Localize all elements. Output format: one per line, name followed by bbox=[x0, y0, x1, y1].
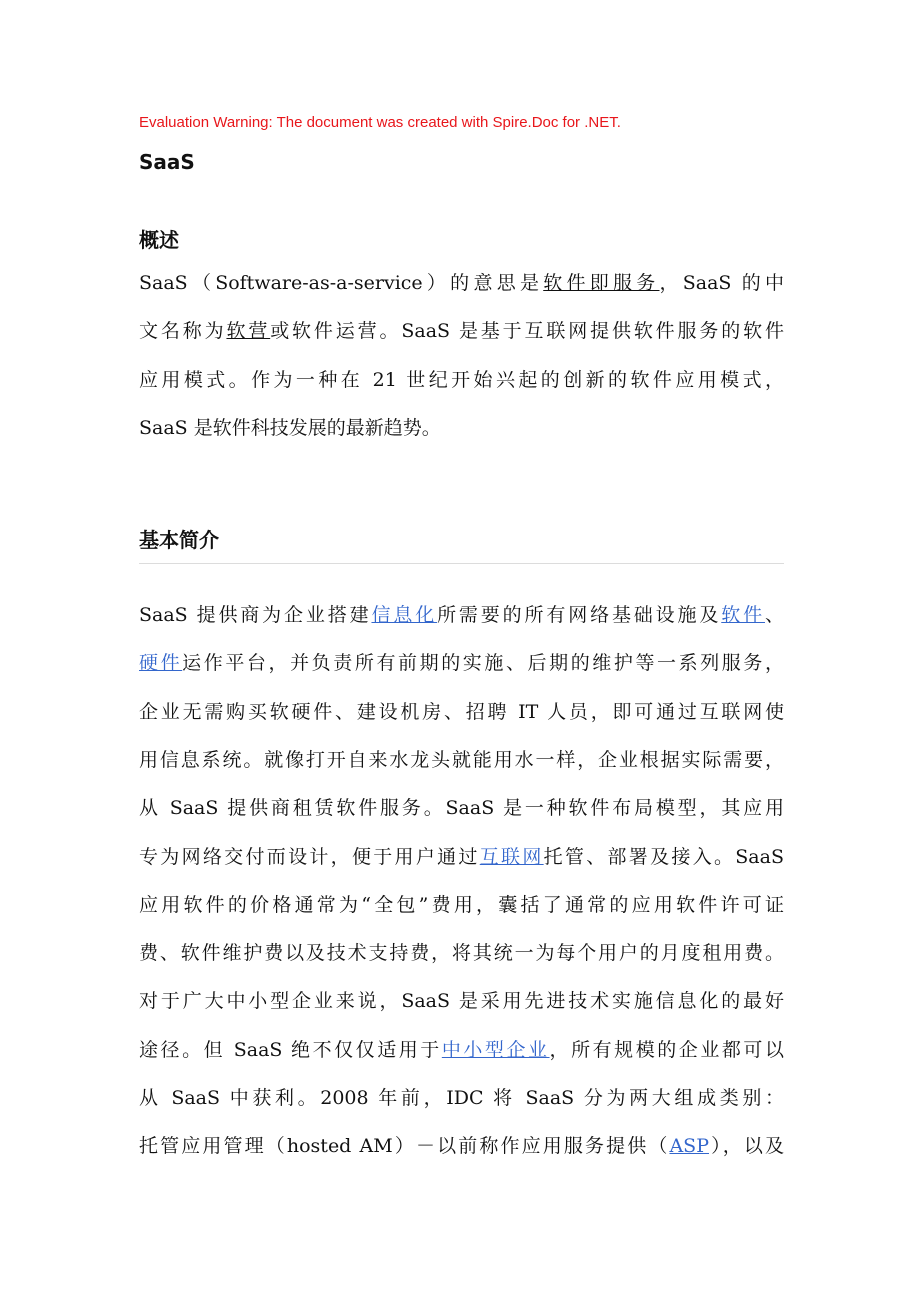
underlined-text: 软件即服务 bbox=[543, 272, 660, 294]
text-run: 托管、部署及接入。SaaS bbox=[543, 846, 784, 868]
text-run: 途径。但 SaaS 绝不仅仅适用于 bbox=[139, 1039, 442, 1061]
text-run: 、 bbox=[764, 604, 784, 626]
text-run: 托管应用管理（hosted AM）－以前称作应用服务提供（ bbox=[139, 1135, 670, 1157]
section-heading-introduction: 基本简介 bbox=[139, 528, 219, 552]
text-run: 专为网络交付而设计，便于用户通过 bbox=[139, 846, 480, 868]
hyperlink[interactable]: 信息化 bbox=[371, 604, 438, 626]
text-run: 文名称为 bbox=[139, 320, 227, 342]
text-run: 用信息系统。就像打开自来水龙头就能用水一样，企业根据实际需要， bbox=[139, 749, 784, 771]
hyperlink[interactable]: 互联网 bbox=[479, 846, 544, 868]
text-run: SaaS 是软件科技发展的最新趋势。 bbox=[139, 417, 441, 439]
text-run: 运作平台，并负责所有前期的实施、后期的维护等一系列服务， bbox=[182, 652, 784, 674]
paragraph-line bbox=[139, 939, 784, 967]
paragraph-line bbox=[139, 987, 784, 1015]
text-run: ），以及 bbox=[708, 1135, 784, 1157]
paragraph-line bbox=[139, 891, 784, 919]
text-run: 应用软件的价格通常为“全包”费用，囊括了通常的应用软件许可证 bbox=[139, 894, 784, 916]
paragraph-line bbox=[139, 746, 784, 774]
underlined-text: 软营 bbox=[226, 320, 271, 342]
text-run: SaaS 提供商为企业搭建 bbox=[139, 604, 372, 626]
text-run: 或软件运营。SaaS 是基于互联网提供软件服务的软件 bbox=[270, 320, 784, 342]
text-run: 从 SaaS 提供商租赁软件服务。SaaS 是一种软件布局模型，其应用 bbox=[139, 797, 784, 819]
text-run: ，SaaS 的中 bbox=[659, 272, 784, 294]
paragraph-line bbox=[139, 1132, 784, 1160]
text-run: SaaS（Software-as-a-service）的意思是 bbox=[139, 272, 544, 294]
paragraph-line bbox=[139, 317, 784, 345]
text-run: 从 SaaS 中获利。2008 年前，IDC 将 SaaS 分为两大组成类别： bbox=[139, 1087, 784, 1109]
paragraph-line bbox=[139, 269, 784, 297]
text-run: 所需要的所有网络基础设施及 bbox=[437, 604, 722, 626]
evaluation-warning: Evaluation Warning: The document was created with Spire.Doc for .NET. bbox=[139, 114, 621, 131]
paragraph-line bbox=[139, 366, 784, 394]
paragraph-line bbox=[139, 649, 784, 677]
hyperlink[interactable]: 硬件 bbox=[139, 652, 183, 674]
paragraph-line bbox=[139, 414, 784, 442]
hyperlink[interactable]: 软件 bbox=[721, 604, 765, 626]
paragraph-line bbox=[139, 843, 784, 871]
hyperlink[interactable]: 中小型企业 bbox=[441, 1039, 550, 1061]
text-run: 费、软件维护费以及技术支持费，将其统一为每个用户的月度租用费。 bbox=[139, 942, 784, 964]
divider bbox=[139, 563, 784, 564]
paragraph-line bbox=[139, 794, 784, 822]
document-title: SaaS bbox=[139, 150, 195, 174]
text-run: 企业无需购买软硬件、建设机房、招聘 IT 人员，即可通过互联网使 bbox=[139, 701, 784, 723]
paragraph-line bbox=[139, 601, 784, 629]
paragraph-line bbox=[139, 1036, 784, 1064]
hyperlink[interactable]: ASP bbox=[669, 1135, 709, 1157]
text-run: 对于广大中小型企业来说，SaaS 是采用先进技术实施信息化的最好 bbox=[139, 990, 784, 1012]
text-run: ，所有规模的企业都可以 bbox=[549, 1039, 784, 1061]
paragraph-line bbox=[139, 1084, 784, 1112]
text-run: 应用模式。作为一种在 21 世纪开始兴起的创新的软件应用模式， bbox=[139, 369, 784, 391]
section-heading-overview: 概述 bbox=[139, 228, 179, 252]
paragraph-line bbox=[139, 698, 784, 726]
